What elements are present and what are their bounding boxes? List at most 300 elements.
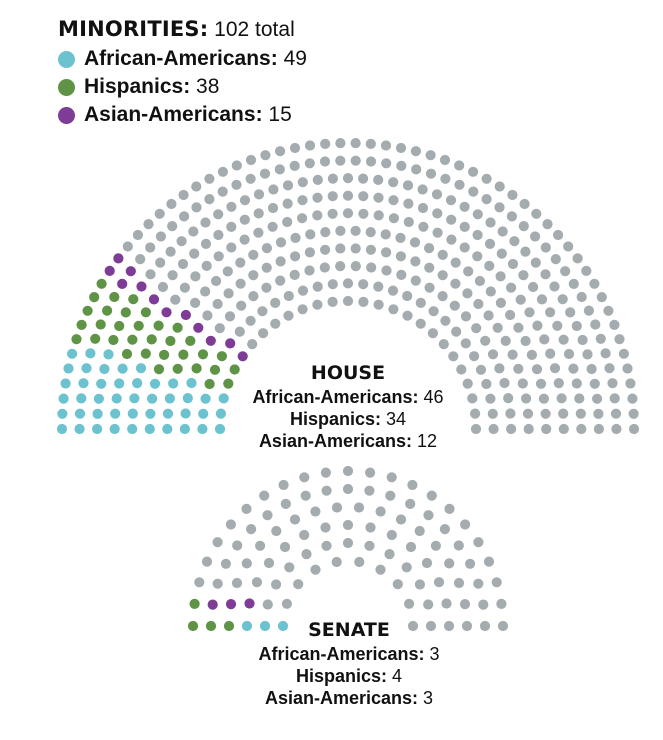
- house-other-seat: [460, 242, 470, 252]
- house-other-seat: [290, 161, 300, 171]
- house-row-label: Asian-Americans:: [258, 431, 412, 451]
- house-label-block: [228, 360, 468, 452]
- house-other-seat: [569, 279, 579, 289]
- house-other-seat: [468, 167, 478, 177]
- house-other-seat: [532, 321, 542, 331]
- house-hispanic-seat: [122, 349, 132, 359]
- senate-other-seat: [332, 502, 342, 512]
- house-asian-american-seat: [161, 307, 171, 317]
- house-other-seat: [572, 321, 582, 331]
- senate-other-seat: [343, 538, 353, 548]
- senate-other-seat: [226, 519, 236, 529]
- house-hispanic-seat: [185, 336, 195, 346]
- house-other-seat: [366, 139, 376, 149]
- house-hispanic-seat: [159, 350, 169, 360]
- house-african-american-seat: [93, 409, 103, 419]
- house-other-seat: [395, 233, 405, 243]
- house-other-seat: [625, 378, 635, 388]
- house-hispanic-seat: [141, 307, 151, 317]
- house-other-seat: [253, 228, 263, 238]
- senate-other-seat: [431, 541, 441, 551]
- house-hispanic-seat: [108, 335, 118, 345]
- house-other-seat: [123, 241, 133, 251]
- house-other-seat: [428, 328, 438, 338]
- house-other-seat: [366, 156, 376, 166]
- house-other-seat: [213, 209, 223, 219]
- senate-other-seat: [406, 542, 416, 552]
- house-african-american-seat: [81, 363, 91, 373]
- house-other-seat: [470, 409, 480, 419]
- house-other-seat: [358, 191, 368, 201]
- house-hispanic-seat: [178, 350, 188, 360]
- house-other-seat: [425, 283, 435, 293]
- house-other-seat: [328, 297, 338, 307]
- house-hispanic-seat: [210, 365, 220, 375]
- house-other-seat: [179, 190, 189, 200]
- house-other-seat: [202, 261, 212, 271]
- house-other-seat: [416, 319, 426, 329]
- house-other-seat: [381, 158, 391, 168]
- house-other-seat: [145, 269, 155, 279]
- house-other-seat: [328, 279, 338, 289]
- house-asian-american-seat: [181, 310, 191, 320]
- house-other-seat: [410, 237, 420, 247]
- house-other-seat: [240, 215, 250, 225]
- house-other-seat: [541, 424, 551, 434]
- house-other-seat: [539, 394, 549, 404]
- senate-other-seat: [478, 600, 488, 610]
- house-other-seat: [191, 181, 201, 191]
- house-other-seat: [156, 231, 166, 241]
- house-other-seat: [499, 378, 509, 388]
- house-other-seat: [290, 270, 300, 280]
- house-other-seat: [374, 210, 384, 220]
- house-other-seat: [541, 242, 551, 252]
- senate-other-seat: [484, 557, 494, 567]
- house-african-american-seat: [110, 409, 120, 419]
- house-other-seat: [320, 156, 330, 166]
- senate-other-seat: [460, 599, 470, 609]
- house-african-american-seat: [99, 364, 109, 374]
- house-other-seat: [484, 310, 494, 320]
- house-other-seat: [451, 327, 461, 337]
- house-other-seat: [416, 298, 426, 308]
- house-african-american-seat: [198, 409, 208, 419]
- senate-other-seat: [343, 484, 353, 494]
- house-other-seat: [247, 339, 257, 349]
- house-african-american-seat: [180, 424, 190, 434]
- senate-other-seat: [301, 549, 311, 559]
- house-other-seat: [254, 189, 264, 199]
- house-other-seat: [541, 409, 551, 419]
- senate-other-seat: [271, 579, 281, 589]
- house-other-seat: [553, 230, 563, 240]
- house-other-seat: [493, 323, 503, 333]
- senate-other-seat: [387, 530, 397, 540]
- house-other-seat: [235, 327, 245, 337]
- senate-other-seat: [282, 599, 292, 609]
- house-african-american-seat: [63, 363, 73, 373]
- senate-other-seat: [354, 557, 364, 567]
- house-other-seat: [374, 300, 384, 310]
- house-other-seat: [290, 251, 300, 261]
- house-other-seat: [559, 424, 569, 434]
- house-hispanic-seat: [154, 321, 164, 331]
- house-african-american-seat: [114, 378, 124, 388]
- senate-other-seat: [321, 468, 331, 478]
- house-hispanic-seat: [154, 364, 164, 374]
- house-african-american-seat: [67, 349, 77, 359]
- house-row-label: African-Americans:: [252, 387, 419, 407]
- house-other-seat: [450, 279, 460, 289]
- house-other-seat: [611, 424, 621, 434]
- house-other-seat: [418, 222, 428, 232]
- house-other-seat: [472, 251, 482, 261]
- house-african-american-seat: [57, 424, 67, 434]
- house-african-american-seat: [163, 409, 173, 419]
- house-african-american-seat: [162, 424, 172, 434]
- senate-other-seat: [343, 520, 353, 530]
- house-other-seat: [388, 286, 398, 296]
- house-african-american-seat: [168, 378, 178, 388]
- house-other-seat: [213, 230, 223, 240]
- house-african-american-seat: [94, 394, 104, 404]
- house-other-seat: [297, 213, 307, 223]
- house-asian-american-seat: [136, 281, 146, 291]
- legend-item-value: 38: [196, 75, 220, 98]
- house-other-seat: [485, 239, 495, 249]
- house-other-seat: [304, 265, 314, 275]
- house-other-seat: [488, 409, 498, 419]
- house-other-seat: [550, 363, 560, 373]
- house-hispanic-seat: [165, 336, 175, 346]
- house-other-seat: [557, 393, 567, 403]
- house-other-seat: [484, 261, 494, 271]
- house-other-seat: [471, 424, 481, 434]
- senate-other-seat: [320, 522, 330, 532]
- house-other-seat: [590, 379, 600, 389]
- house-hispanic-seat: [128, 294, 138, 304]
- senate-other-seat: [364, 541, 374, 551]
- house-other-seat: [524, 424, 534, 434]
- house-other-seat: [276, 256, 286, 266]
- house-other-seat: [411, 276, 421, 286]
- senate-other-seat: [322, 486, 332, 496]
- house-african-american-seat: [132, 378, 142, 388]
- senate-other-seat: [422, 558, 432, 568]
- house-african-american-seat: [59, 394, 69, 404]
- house-other-seat: [189, 249, 199, 259]
- senate-other-seat: [465, 559, 475, 569]
- house-other-seat: [476, 365, 486, 375]
- house-other-seat: [268, 203, 278, 213]
- house-african-american-seat: [103, 349, 113, 359]
- house-other-seat: [145, 242, 155, 252]
- senate-other-seat: [405, 499, 415, 509]
- house-other-seat: [366, 245, 376, 255]
- house-other-seat: [426, 150, 436, 160]
- house-other-seat: [489, 424, 499, 434]
- house-other-seat: [446, 195, 456, 205]
- house-other-seat: [225, 311, 235, 321]
- senate-other-seat: [480, 621, 490, 631]
- house-other-seat: [358, 279, 368, 289]
- house-other-seat: [506, 283, 516, 293]
- house-other-seat: [410, 256, 420, 266]
- house-hispanic-seat: [134, 321, 144, 331]
- house-african-american-seat: [118, 364, 128, 374]
- house-other-seat: [178, 259, 188, 269]
- senate-other-seat: [264, 558, 274, 568]
- senate-other-seat: [375, 565, 385, 575]
- house-other-seat: [312, 300, 322, 310]
- house-other-seat: [335, 156, 345, 166]
- house-other-seat: [231, 180, 241, 190]
- senate-other-seat: [393, 579, 403, 589]
- house-other-seat: [343, 296, 353, 306]
- senate-row-value: 3: [429, 644, 440, 664]
- house-other-seat: [218, 167, 228, 177]
- house-other-seat: [545, 349, 555, 359]
- house-hispanic-seat: [141, 349, 151, 359]
- house-other-seat: [603, 306, 613, 316]
- house-other-seat: [320, 262, 330, 272]
- house-hispanic-seat: [109, 292, 119, 302]
- house-hispanic-seat: [97, 279, 107, 289]
- senate-other-seat: [299, 472, 309, 482]
- senate-hispanic-seat: [188, 621, 198, 631]
- house-other-seat: [429, 306, 439, 316]
- house-row-hispanics: [228, 408, 468, 430]
- house-other-seat: [560, 266, 570, 276]
- house-other-seat: [614, 334, 624, 344]
- house-other-seat: [284, 291, 294, 301]
- house-other-seat: [486, 286, 496, 296]
- house-african-american-seat: [92, 424, 102, 434]
- house-other-seat: [235, 258, 245, 268]
- senate-row-label: African-Americans:: [258, 644, 425, 664]
- house-other-seat: [343, 208, 353, 218]
- house-other-seat: [335, 138, 345, 148]
- house-other-seat: [381, 247, 391, 257]
- senate-other-seat: [460, 519, 470, 529]
- senate-hispanic-seat: [190, 599, 200, 609]
- house-other-seat: [283, 199, 293, 209]
- house-other-seat: [568, 364, 578, 374]
- senate-other-seat: [396, 514, 406, 524]
- house-other-seat: [343, 191, 353, 201]
- house-other-seat: [629, 409, 639, 419]
- senate-asian-american-seat: [244, 598, 254, 608]
- senate-other-seat: [301, 491, 311, 501]
- senate-other-seat: [194, 577, 204, 587]
- house-other-seat: [351, 243, 361, 253]
- house-other-seat: [297, 195, 307, 205]
- house-african-american-seat: [61, 378, 71, 388]
- house-other-seat: [582, 349, 592, 359]
- house-hispanic-seat: [89, 292, 99, 302]
- house-hispanic-seat: [121, 307, 131, 317]
- house-hispanic-seat: [90, 334, 100, 344]
- house-other-seat: [528, 282, 538, 292]
- legend-item-label: African-Americans:: [84, 47, 278, 70]
- senate-other-seat: [242, 558, 252, 568]
- house-other-seat: [461, 338, 471, 348]
- house-other-seat: [463, 266, 473, 276]
- house-other-seat: [611, 409, 621, 419]
- house-other-seat: [552, 321, 562, 331]
- house-other-seat: [270, 298, 280, 308]
- house-other-seat: [381, 265, 391, 275]
- house-other-seat: [232, 160, 242, 170]
- house-other-seat: [211, 276, 221, 286]
- house-other-seat: [564, 349, 574, 359]
- house-other-seat: [507, 350, 517, 360]
- senate-other-seat: [473, 537, 483, 547]
- house-other-seat: [601, 348, 611, 358]
- legend-item-value: 15: [268, 103, 292, 126]
- house-other-seat: [516, 295, 526, 305]
- house-other-seat: [403, 199, 413, 209]
- house-other-seat: [527, 350, 537, 360]
- house-row-label: Hispanics:: [289, 409, 381, 429]
- house-other-seat: [257, 306, 267, 316]
- senate-row-label: Hispanics:: [295, 666, 387, 686]
- house-other-seat: [507, 190, 517, 200]
- house-other-seat: [418, 203, 428, 213]
- house-african-american-seat: [201, 394, 211, 404]
- senate-other-seat: [310, 565, 320, 575]
- house-other-seat: [188, 226, 198, 236]
- senate-other-seat: [263, 599, 273, 609]
- house-other-seat: [532, 364, 542, 374]
- senate-other-seat: [427, 491, 437, 501]
- house-other-seat: [262, 263, 272, 273]
- house-other-seat: [283, 311, 293, 321]
- house-row-asian-americans: [228, 430, 468, 452]
- house-other-seat: [298, 304, 308, 314]
- house-hispanic-seat: [102, 306, 112, 316]
- house-other-seat: [539, 334, 549, 344]
- house-other-seat: [572, 378, 582, 388]
- house-hispanic-seat: [96, 319, 106, 329]
- house-other-seat: [240, 195, 250, 205]
- house-other-seat: [305, 140, 315, 150]
- house-other-seat: [549, 281, 559, 291]
- house-other-seat: [542, 219, 552, 229]
- house-other-seat: [563, 241, 573, 251]
- house-other-seat: [328, 209, 338, 219]
- senate-row-label: Asian-Americans:: [264, 688, 419, 708]
- house-other-seat: [396, 270, 406, 280]
- house-other-seat: [213, 299, 223, 309]
- house-other-seat: [290, 143, 300, 153]
- house-other-seat: [468, 187, 478, 197]
- house-african-american-seat: [145, 424, 155, 434]
- house-african-american-seat: [136, 363, 146, 373]
- house-other-seat: [537, 294, 547, 304]
- house-other-seat: [246, 316, 256, 326]
- house-other-seat: [426, 169, 436, 179]
- house-other-seat: [604, 363, 614, 373]
- house-other-seat: [584, 306, 594, 316]
- house-other-seat: [558, 294, 568, 304]
- senate-other-seat: [385, 491, 395, 501]
- house-other-seat: [440, 155, 450, 165]
- senate-other-seat: [280, 542, 290, 552]
- house-hispanic-seat: [83, 306, 93, 316]
- house-other-seat: [629, 424, 639, 434]
- house-other-seat: [180, 283, 190, 293]
- house-other-seat: [438, 250, 448, 260]
- house-other-seat: [503, 393, 513, 403]
- senate-other-seat: [415, 526, 425, 536]
- house-other-seat: [485, 394, 495, 404]
- house-other-seat: [381, 140, 391, 150]
- house-other-seat: [240, 235, 250, 245]
- house-other-seat: [590, 319, 600, 329]
- house-other-seat: [260, 150, 270, 160]
- house-other-seat: [450, 301, 460, 311]
- senate-other-seat: [454, 540, 464, 550]
- house-other-seat: [191, 202, 201, 212]
- house-other-seat: [404, 217, 414, 227]
- house-other-seat: [276, 237, 286, 247]
- house-other-seat: [389, 213, 399, 223]
- house-other-seat: [312, 193, 322, 203]
- house-other-seat: [473, 230, 483, 240]
- house-other-seat: [260, 169, 270, 179]
- senate-other-seat: [293, 579, 303, 589]
- senate-other-seat: [434, 577, 444, 587]
- senate-other-seat: [343, 466, 353, 476]
- house-other-seat: [381, 229, 391, 239]
- house-other-seat: [482, 194, 492, 204]
- house-other-seat: [594, 424, 604, 434]
- senate-hispanic-seat: [206, 621, 216, 631]
- house-hispanic-seat: [198, 349, 208, 359]
- house-other-seat: [577, 292, 587, 302]
- house-other-seat: [214, 251, 224, 261]
- house-other-seat: [320, 227, 330, 237]
- senate-other-seat: [290, 514, 300, 524]
- house-other-seat: [432, 208, 442, 218]
- house-african-american-seat: [216, 409, 226, 419]
- house-other-seat: [366, 227, 376, 237]
- house-african-american-seat: [186, 378, 196, 388]
- senate-row-african-americans: [229, 643, 469, 665]
- house-other-seat: [166, 199, 176, 209]
- house-other-seat: [403, 180, 413, 190]
- house-other-seat: [411, 164, 421, 174]
- legend-item-label: Asian-Americans:: [84, 103, 263, 126]
- senate-title: SENATE: [308, 619, 390, 641]
- legend-title-label: MINORITIES:: [58, 17, 209, 41]
- house-other-seat: [170, 295, 180, 305]
- senate-other-seat: [259, 491, 269, 501]
- house-other-seat: [480, 336, 490, 346]
- house-other-seat: [200, 217, 210, 227]
- house-other-seat: [505, 408, 515, 418]
- house-other-seat: [201, 239, 211, 249]
- senate-other-seat: [498, 621, 508, 631]
- house-other-seat: [496, 271, 506, 281]
- senate-other-seat: [415, 579, 425, 589]
- house-other-seat: [236, 301, 246, 311]
- house-other-seat: [473, 209, 483, 219]
- house-other-seat: [519, 221, 529, 231]
- senate-other-seat: [246, 524, 256, 534]
